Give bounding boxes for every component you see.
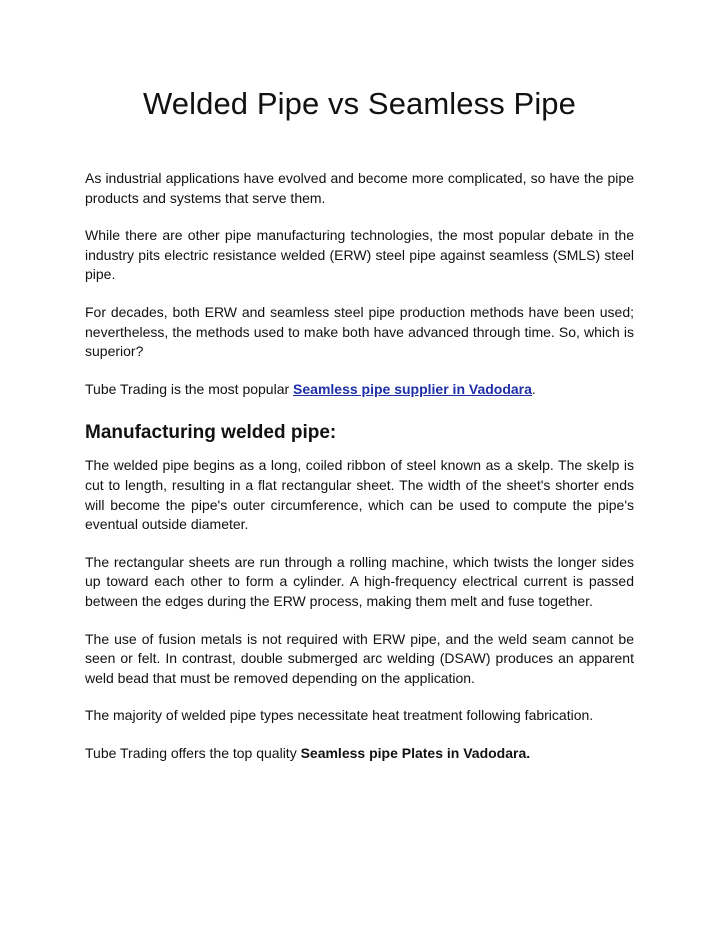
promo-paragraph-1 (85, 380, 634, 400)
promo-1-prefix: Tube Trading is the most popular (85, 380, 294, 397)
section-paragraph-1: The welded pipe begins as a long, coiled ribbon of steel known as a skelp. The skelp is cut to length, resulting in a flat rectangular sheet. The width of the sheet's shorter ends will become the pipe's outer circumference, which can be used to compute the pipe's eventual outside diameter. (85, 457, 634, 533)
intro-paragraph-2: While there are other pipe manufacturing technologies, the most popular debate in the industry pits electric resistance welded (ERW) steel pipe against seamless (SMLS) steel pipe. (85, 227, 634, 283)
promo-paragraph-2 (85, 744, 634, 764)
promo-2-prefix: Tube Trading offers the top quality (85, 744, 301, 761)
seamless-pipe-supplier-link[interactable]: Seamless pipe supplier in Vadodara (293, 380, 532, 397)
promo-2-bold-text: Seamless pipe Plates in Vadodara. (300, 744, 531, 761)
intro-paragraph-3: For decades, both ERW and seamless steel pipe production methods have been used; nevertheless, the methods used to make both have advanced through time. So, which is superior? (85, 303, 634, 360)
section-paragraph-4: The majority of welded pipe types necessitate heat treatment following fabrication. (85, 707, 594, 724)
section-paragraph-3: The use of fusion metals is not required with ERW pipe, and the weld seam cannot be seen or felt. In contrast, double submerged arc welding (DSAW) produces an apparent weld bead that must be removed depending on the application. (85, 630, 634, 686)
section-paragraph-2: The rectangular sheets are run through a rolling machine, which twists the longer sides up toward each other to form a cylinder. A high-frequency electrical current is passed between the edges during the ERW process, making them melt and fuse together. (85, 553, 634, 609)
promo-1-suffix: . (531, 380, 536, 397)
section-heading: Manufacturing welded pipe: (85, 422, 337, 444)
document-page (85, 0, 634, 763)
page-title: Welded Pipe vs Seamless Pipe (142, 86, 576, 121)
intro-paragraph-1: As industrial applications have evolved and become more complicated, so have the pipe products and systems that serve them. (85, 170, 634, 206)
